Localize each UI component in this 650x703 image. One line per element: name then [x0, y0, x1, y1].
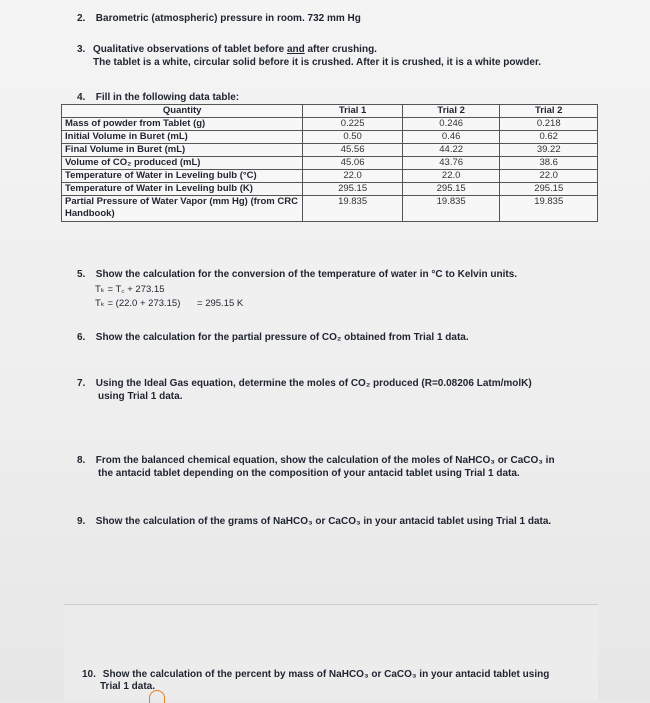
question-number: 10.: [82, 669, 96, 680]
trial-1-value: 0.50: [303, 131, 403, 144]
question-number: 5.: [77, 269, 86, 280]
trial-1-value: 45.56: [303, 144, 403, 157]
trial-3-value: 39.22: [500, 144, 598, 157]
row-label: Temperature of Water in Leveling bulb (°C): [62, 170, 303, 183]
trial-1-value: 19.835: [303, 196, 403, 222]
row-label: Mass of powder from Tablet (g): [62, 118, 303, 131]
question-text: Qualitative observations of tablet before: [93, 44, 287, 55]
handwriting-mark: [149, 690, 165, 703]
question-text-emphasis: and: [286, 44, 305, 55]
trial-2-value: 22.0: [402, 170, 500, 183]
table-header-row: [62, 105, 598, 118]
question-text: Using the Ideal Gas equation, determine the moles of CO₂ produced (R=0.08206 Latm/molK): [95, 378, 532, 389]
header-trial-3: Trial 2: [500, 105, 598, 118]
row-label: Volume of CO₂ produced (mL): [62, 157, 303, 170]
question-5: [77, 268, 517, 281]
trial-1-value: 22.0: [303, 170, 403, 183]
question-number: 6.: [77, 332, 86, 343]
calculation-result: = 295.15 K: [197, 298, 244, 309]
question-text: From the balanced chemical equation, show the calculation of the moles of NaHCO₃ or CaCO₃ in: [95, 455, 555, 466]
trial-1-value: 0.225: [303, 118, 403, 131]
question-text: Show the calculation for the partial pressure of CO₂ obtained from Trial 1 data.: [95, 332, 469, 343]
question-9: [77, 515, 551, 528]
question-6: [77, 331, 469, 344]
header-trial-2: Trial 2: [402, 105, 500, 118]
trial-3-value: 38.6: [500, 157, 598, 170]
question-text: Show the calculation for the conversion of the temperature of water in °C to Kelvin units.: [95, 269, 518, 280]
trial-2-value: 295.15: [402, 183, 500, 196]
trial-2-value: 43.76: [402, 157, 500, 170]
row-label: Partial Pressure of Water Vapor (mm Hg) (from CRC Handbook): [62, 196, 303, 222]
question-number: 2.: [77, 13, 86, 24]
question-8: [77, 454, 555, 467]
calculation-line-1: Tₖ = T꜀ + 273.15: [95, 284, 165, 295]
trial-3-value: 295.15: [500, 183, 598, 196]
question-text: Barometric (atmospheric) pressure in room. 732 mm Hg: [95, 13, 361, 24]
table-row: [62, 170, 598, 183]
question-3-answer: The tablet is a white, circular solid before it is crushed. After it is crushed, it is a white powder.: [93, 57, 542, 68]
table-row: [62, 196, 598, 222]
header-quantity: Quantity: [62, 105, 303, 118]
trial-3-value: 19.835: [500, 196, 598, 222]
question-number: 7.: [77, 378, 86, 389]
row-label: Temperature of Water in Leveling bulb (K): [62, 183, 303, 196]
question-number: 8.: [77, 455, 86, 466]
trial-3-value: 22.0: [500, 170, 598, 183]
header-trial-1: Trial 1: [303, 105, 403, 118]
question-text: Fill in the following data table:: [95, 92, 240, 103]
trial-1-value: 45.06: [303, 157, 403, 170]
question-text: Show the calculation of the percent by mass of NaHCO₃ or CaCO₃ in your antacid tablet using: [102, 669, 550, 680]
row-label: Final Volume in Buret (mL): [62, 144, 303, 157]
question-4: [77, 91, 239, 104]
calculation-expression: Tₖ = (22.0 + 273.15): [95, 298, 181, 309]
table-row: [62, 157, 598, 170]
trial-3-value: 0.62: [500, 131, 598, 144]
trial-2-value: 44.22: [402, 144, 500, 157]
trial-2-value: 0.46: [402, 131, 500, 144]
table-row: [62, 144, 598, 157]
question-3: [77, 43, 377, 56]
question-number: 4.: [77, 92, 86, 103]
table-row: [62, 118, 598, 131]
trial-1-value: 295.15: [303, 183, 403, 196]
question-8-cont: the antacid tablet depending on the composition of your antacid tablet using Trial 1 data.: [98, 468, 520, 479]
question-7: [77, 377, 532, 390]
calculation-line-2: [95, 298, 243, 310]
question-10-cont: Trial 1 data.: [100, 681, 156, 692]
question-7-cont: using Trial 1 data.: [98, 391, 183, 402]
trial-2-value: 0.246: [402, 118, 500, 131]
table-row: [62, 183, 598, 196]
data-table: [61, 104, 598, 222]
trial-3-value: 0.218: [500, 118, 598, 131]
question-2: [77, 12, 361, 25]
question-text: Show the calculation of the grams of NaHCO₃ or CaCO₃ in your antacid tablet using Trial 1 data.: [95, 516, 552, 527]
trial-2-value: 19.835: [402, 196, 500, 222]
question-number: 9.: [77, 516, 86, 527]
section-divider: [64, 604, 598, 605]
question-number: 3.: [77, 44, 86, 55]
row-label: Initial Volume in Buret (mL): [62, 131, 303, 144]
table-row: [62, 131, 598, 144]
question-text: after crushing.: [304, 44, 377, 55]
